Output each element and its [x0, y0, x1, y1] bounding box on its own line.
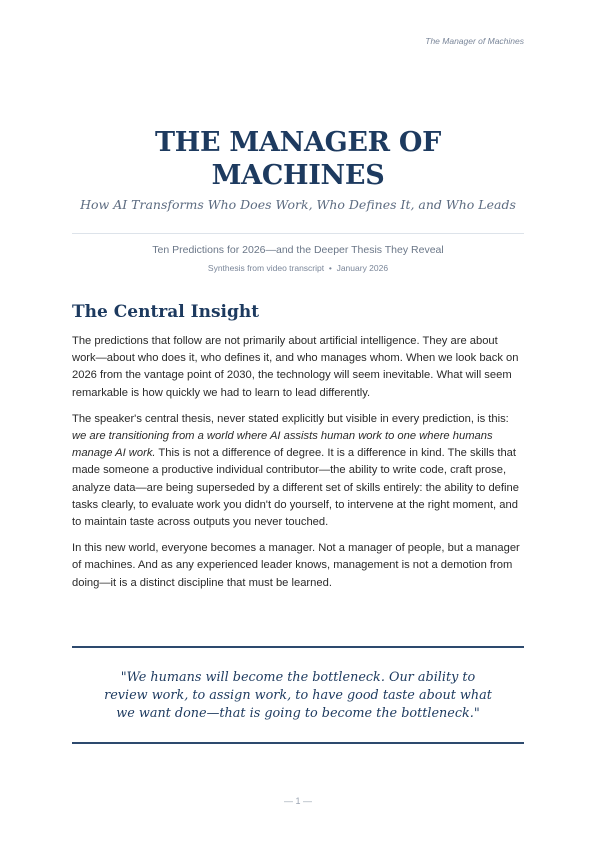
- paragraph-1: The predictions that follow are not primarily about artificial intelligence. They are about work—about who does it, who defines it, and who manages whom. When we look back on 2026 from the vantage point of 2030, the technology will seem inevitable. What will seem remarkable is how quickly we had to learn to lead differently.: [72, 335, 519, 399]
- title-block: [72, 126, 524, 213]
- paragraph-2: [72, 411, 524, 531]
- tagline: Ten Predictions for 2026—and the Deeper Thesis They Reveal: [152, 244, 444, 256]
- pull-quote: [72, 669, 524, 723]
- source-text: Synthesis from video transcript: [207, 263, 325, 273]
- quote-line-1: "We humans will become the bottleneck. Our ability to: [120, 670, 476, 685]
- quote-line-2: review work, to assign work, to have good taste about what: [104, 688, 492, 703]
- quote-rule-top: [72, 646, 524, 648]
- page-number: — 1 —: [283, 796, 312, 806]
- paragraph-2-rest: This is not a difference of degree. It is a difference in kind. The skills that made someone a productive individual contributor—the ability to write code, craft prose, analyze data—are being superseded by a different set of skills entirely: the ability to define tasks clearly, to evaluate work you didn't do yourself, to intervene at the right moment, and to maintain taste across outputs you never touched.: [72, 447, 519, 529]
- document-title: [72, 126, 524, 192]
- paragraph-3: In this new world, everyone becomes a manager. Not a manager of people, but a manager of machines. And as any experienced leader knows, management is not a demotion from doing—it is a distinct discipline that must be learned.: [72, 542, 520, 589]
- title-divider: [72, 233, 524, 234]
- section-heading: The Central Insight: [72, 302, 260, 322]
- source-line: [72, 263, 524, 273]
- thesis-emphasis: we are transitioning from a world where AI assists human work to one where humans manage AI work.: [72, 430, 493, 460]
- title-line-1: THE MANAGER OF: [154, 127, 441, 158]
- bullet-separator: •: [328, 263, 332, 273]
- section-body: [72, 333, 524, 601]
- quote-rule-bottom: [72, 742, 524, 744]
- date-text: January 2026: [336, 263, 389, 273]
- running-header: The Manager of Machines: [425, 36, 524, 46]
- title-line-2: MACHINES: [211, 160, 385, 191]
- paragraph-2-lead: The speaker's central thesis, never stated explicitly but visible in every prediction, is this:: [72, 412, 509, 425]
- document-subtitle: How AI Transforms Who Does Work, Who Defines It, and Who Leads: [80, 197, 516, 212]
- quote-line-3: we want done—that is going to become the bottleneck.": [116, 706, 480, 721]
